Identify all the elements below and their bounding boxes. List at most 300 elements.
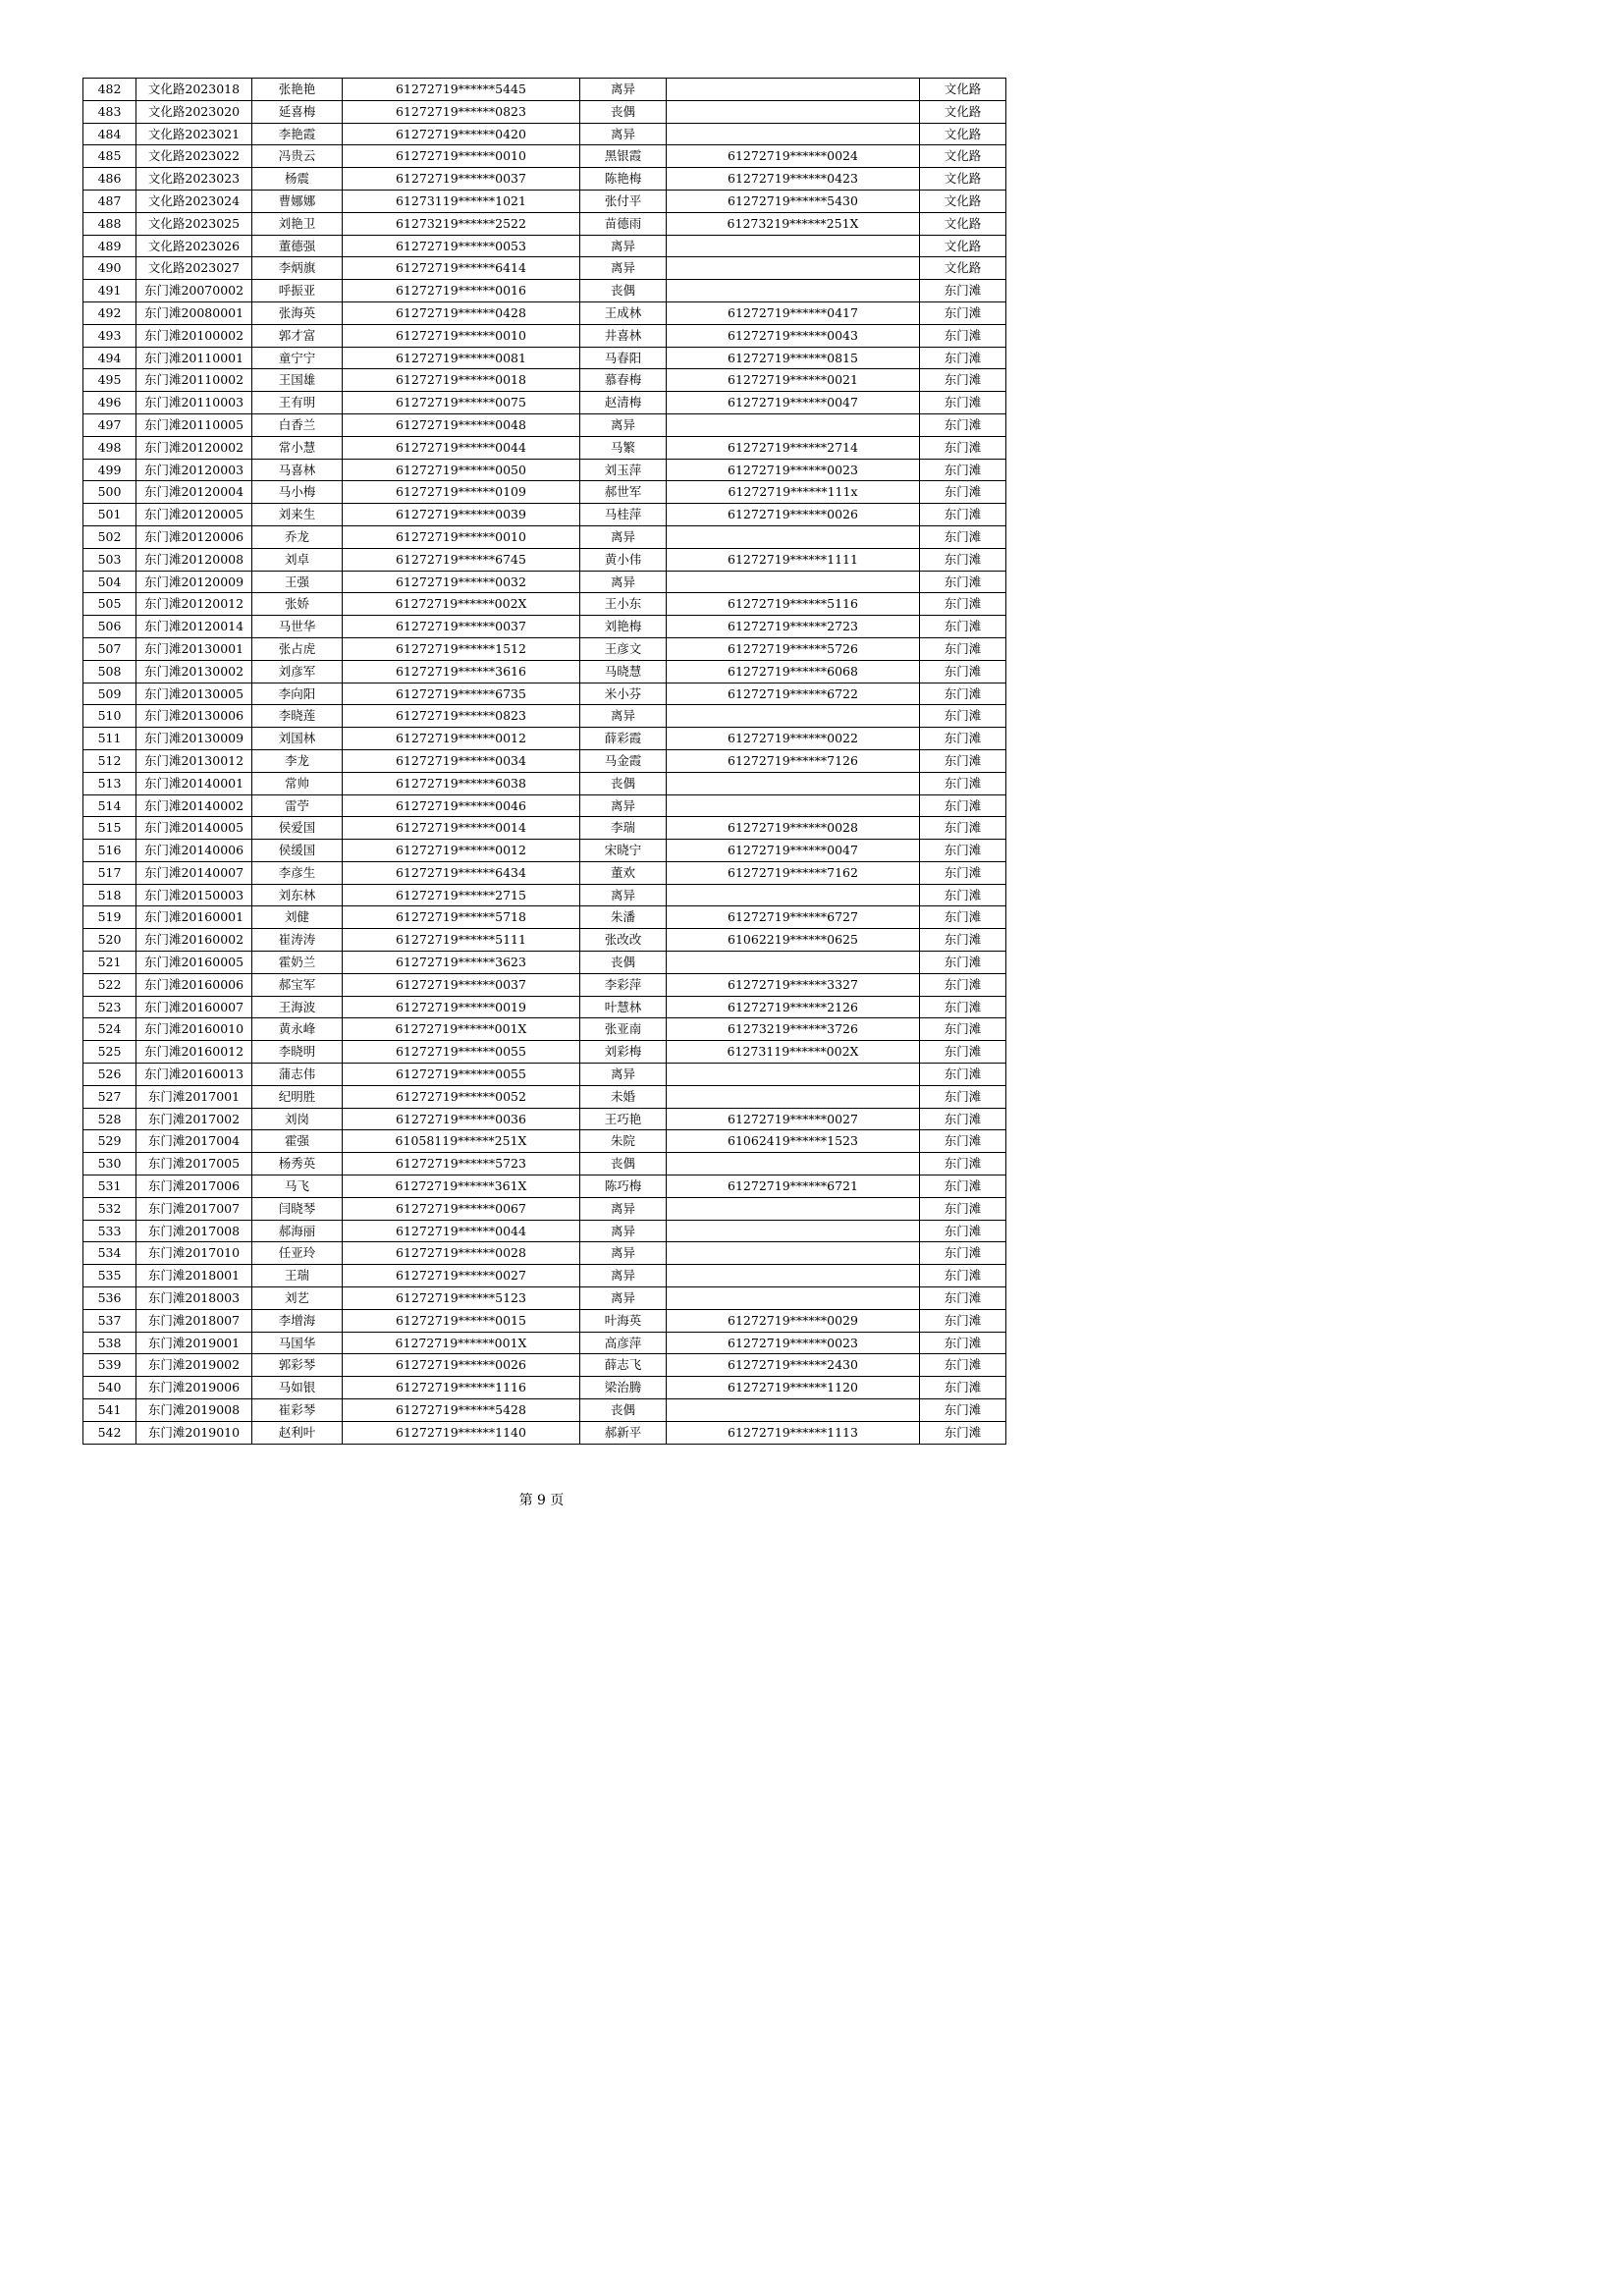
name-cell: 李晓莲 xyxy=(252,705,343,728)
community-cell: 东门滩 xyxy=(920,1108,1006,1130)
id-number-cell: 61272719******0055 xyxy=(343,1041,580,1064)
row-index-cell: 501 xyxy=(83,504,136,526)
table-row xyxy=(83,1175,1006,1198)
name-cell: 王海波 xyxy=(252,996,343,1018)
id-number-cell: 61272719******0075 xyxy=(343,392,580,414)
spouse-id-cell: 61272719******0023 xyxy=(667,1332,920,1354)
records-table xyxy=(82,78,1006,1445)
household-id-cell: 文化路2023020 xyxy=(136,100,252,123)
spouse-or-status-cell: 离异 xyxy=(580,1265,667,1287)
row-index-cell: 527 xyxy=(83,1085,136,1108)
spouse-or-status-cell: 未婚 xyxy=(580,1085,667,1108)
community-cell: 东门滩 xyxy=(920,660,1006,683)
spouse-or-status-cell: 马桂萍 xyxy=(580,504,667,526)
spouse-or-status-cell: 张付平 xyxy=(580,190,667,212)
spouse-id-cell xyxy=(667,1287,920,1310)
spouse-id-cell xyxy=(667,280,920,302)
table-row xyxy=(83,1399,1006,1422)
name-cell: 王瑞 xyxy=(252,1265,343,1287)
id-number-cell: 61272719******0012 xyxy=(343,728,580,750)
spouse-or-status-cell: 离异 xyxy=(580,1242,667,1265)
household-id-cell: 东门滩20160006 xyxy=(136,973,252,996)
community-cell: 东门滩 xyxy=(920,1421,1006,1444)
household-id-cell: 东门滩20160001 xyxy=(136,906,252,929)
spouse-id-cell: 61272719******0815 xyxy=(667,347,920,369)
name-cell: 曹娜娜 xyxy=(252,190,343,212)
spouse-or-status-cell: 黑银霞 xyxy=(580,145,667,168)
spouse-or-status-cell: 慕春梅 xyxy=(580,369,667,392)
row-index-cell: 483 xyxy=(83,100,136,123)
table-row xyxy=(83,123,1006,145)
household-id-cell: 东门滩20120012 xyxy=(136,593,252,616)
spouse-id-cell: 61272719******1111 xyxy=(667,548,920,571)
id-number-cell: 61272719******0010 xyxy=(343,324,580,347)
community-cell: 东门滩 xyxy=(920,1377,1006,1399)
id-number-cell: 61272719******0012 xyxy=(343,840,580,862)
household-id-cell: 文化路2023027 xyxy=(136,257,252,280)
household-id-cell: 东门滩20110005 xyxy=(136,413,252,436)
id-number-cell: 61272719******0037 xyxy=(343,616,580,638)
row-index-cell: 509 xyxy=(83,683,136,705)
spouse-or-status-cell: 王彦文 xyxy=(580,637,667,660)
community-cell: 东门滩 xyxy=(920,1220,1006,1242)
row-index-cell: 494 xyxy=(83,347,136,369)
spouse-id-cell: 61272719******2714 xyxy=(667,436,920,459)
household-id-cell: 东门滩20130002 xyxy=(136,660,252,683)
community-cell: 东门滩 xyxy=(920,1354,1006,1377)
spouse-or-status-cell: 薛彩霞 xyxy=(580,728,667,750)
table-row xyxy=(83,683,1006,705)
household-id-cell: 东门滩20130012 xyxy=(136,749,252,772)
name-cell: 白香兰 xyxy=(252,413,343,436)
spouse-or-status-cell: 叶慧林 xyxy=(580,996,667,1018)
id-number-cell: 61058119******251X xyxy=(343,1130,580,1153)
household-id-cell: 东门滩20120014 xyxy=(136,616,252,638)
spouse-or-status-cell: 郝世军 xyxy=(580,481,667,504)
spouse-id-cell xyxy=(667,1153,920,1175)
table-row xyxy=(83,660,1006,683)
spouse-id-cell: 61273219******251X xyxy=(667,212,920,235)
row-index-cell: 487 xyxy=(83,190,136,212)
id-number-cell: 61272719******0027 xyxy=(343,1265,580,1287)
id-number-cell: 61272719******0014 xyxy=(343,817,580,840)
id-number-cell: 61272719******0019 xyxy=(343,996,580,1018)
spouse-id-cell: 61272719******0417 xyxy=(667,301,920,324)
community-cell: 东门滩 xyxy=(920,392,1006,414)
name-cell: 马小梅 xyxy=(252,481,343,504)
community-cell: 东门滩 xyxy=(920,369,1006,392)
spouse-id-cell: 61272719******111x xyxy=(667,481,920,504)
household-id-cell: 东门滩20110003 xyxy=(136,392,252,414)
row-index-cell: 508 xyxy=(83,660,136,683)
spouse-or-status-cell: 陈巧梅 xyxy=(580,1175,667,1198)
table-row xyxy=(83,817,1006,840)
spouse-id-cell xyxy=(667,1265,920,1287)
spouse-or-status-cell: 张亚南 xyxy=(580,1018,667,1041)
household-id-cell: 东门滩2018003 xyxy=(136,1287,252,1310)
id-number-cell: 61272719******0067 xyxy=(343,1197,580,1220)
spouse-id-cell: 61272719******6722 xyxy=(667,683,920,705)
row-index-cell: 482 xyxy=(83,79,136,101)
spouse-id-cell: 61272719******0022 xyxy=(667,728,920,750)
table-row xyxy=(83,235,1006,257)
table-row xyxy=(83,929,1006,952)
name-cell: 崔彩琴 xyxy=(252,1399,343,1422)
name-cell: 刘艳卫 xyxy=(252,212,343,235)
spouse-id-cell: 61272719******0021 xyxy=(667,369,920,392)
household-id-cell: 东门滩2019002 xyxy=(136,1354,252,1377)
spouse-or-status-cell: 丧偶 xyxy=(580,1399,667,1422)
row-index-cell: 514 xyxy=(83,794,136,817)
household-id-cell: 文化路2023024 xyxy=(136,190,252,212)
name-cell: 延喜梅 xyxy=(252,100,343,123)
row-index-cell: 503 xyxy=(83,548,136,571)
household-id-cell: 东门滩20070002 xyxy=(136,280,252,302)
community-cell: 东门滩 xyxy=(920,1018,1006,1041)
table-row xyxy=(83,1220,1006,1242)
id-number-cell: 61272719******0037 xyxy=(343,973,580,996)
table-row xyxy=(83,772,1006,794)
name-cell: 马如银 xyxy=(252,1377,343,1399)
spouse-or-status-cell: 宋晓宁 xyxy=(580,840,667,862)
row-index-cell: 518 xyxy=(83,884,136,906)
id-number-cell: 61272719******0052 xyxy=(343,1085,580,1108)
table-row xyxy=(83,145,1006,168)
table-row xyxy=(83,392,1006,414)
household-id-cell: 文化路2023026 xyxy=(136,235,252,257)
id-number-cell: 61272719******0109 xyxy=(343,481,580,504)
row-index-cell: 530 xyxy=(83,1153,136,1175)
community-cell: 东门滩 xyxy=(920,683,1006,705)
spouse-or-status-cell: 刘艳梅 xyxy=(580,616,667,638)
spouse-id-cell: 61272719******5430 xyxy=(667,190,920,212)
name-cell: 闫晓琴 xyxy=(252,1197,343,1220)
row-index-cell: 499 xyxy=(83,459,136,481)
table-row xyxy=(83,593,1006,616)
row-index-cell: 539 xyxy=(83,1354,136,1377)
row-index-cell: 510 xyxy=(83,705,136,728)
id-number-cell: 61272719******5428 xyxy=(343,1399,580,1422)
id-number-cell: 61272719******5718 xyxy=(343,906,580,929)
name-cell: 李艳霞 xyxy=(252,123,343,145)
table-row xyxy=(83,616,1006,638)
id-number-cell: 61272719******0823 xyxy=(343,705,580,728)
id-number-cell: 61272719******1512 xyxy=(343,637,580,660)
community-cell: 东门滩 xyxy=(920,772,1006,794)
spouse-id-cell xyxy=(667,952,920,974)
name-cell: 刘岗 xyxy=(252,1108,343,1130)
spouse-or-status-cell: 王小东 xyxy=(580,593,667,616)
name-cell: 张娇 xyxy=(252,593,343,616)
household-id-cell: 东门滩20160005 xyxy=(136,952,252,974)
spouse-id-cell xyxy=(667,1399,920,1422)
spouse-or-status-cell: 离异 xyxy=(580,1220,667,1242)
spouse-id-cell: 61272719******0023 xyxy=(667,459,920,481)
id-number-cell: 61272719******5111 xyxy=(343,929,580,952)
community-cell: 东门滩 xyxy=(920,1175,1006,1198)
community-cell: 东门滩 xyxy=(920,1153,1006,1175)
spouse-or-status-cell: 马繁 xyxy=(580,436,667,459)
table-row xyxy=(83,168,1006,191)
table-row xyxy=(83,1085,1006,1108)
id-number-cell: 61272719******5445 xyxy=(343,79,580,101)
spouse-or-status-cell: 朱院 xyxy=(580,1130,667,1153)
table-row xyxy=(83,1242,1006,1265)
row-index-cell: 504 xyxy=(83,571,136,593)
community-cell: 文化路 xyxy=(920,145,1006,168)
table-row xyxy=(83,840,1006,862)
table-row xyxy=(83,1153,1006,1175)
row-index-cell: 534 xyxy=(83,1242,136,1265)
row-index-cell: 538 xyxy=(83,1332,136,1354)
community-cell: 东门滩 xyxy=(920,1064,1006,1086)
name-cell: 童宁宁 xyxy=(252,347,343,369)
community-cell: 东门滩 xyxy=(920,1130,1006,1153)
spouse-id-cell: 61272719******0026 xyxy=(667,504,920,526)
household-id-cell: 东门滩20140006 xyxy=(136,840,252,862)
name-cell: 郭彩琴 xyxy=(252,1354,343,1377)
table-row xyxy=(83,906,1006,929)
name-cell: 常小慧 xyxy=(252,436,343,459)
id-number-cell: 61272719******0010 xyxy=(343,525,580,548)
community-cell: 东门滩 xyxy=(920,280,1006,302)
name-cell: 刘卓 xyxy=(252,548,343,571)
id-number-cell: 61272719******0028 xyxy=(343,1242,580,1265)
table-row xyxy=(83,1377,1006,1399)
id-number-cell: 61272719******0026 xyxy=(343,1354,580,1377)
id-number-cell: 61272719******001X xyxy=(343,1018,580,1041)
row-index-cell: 519 xyxy=(83,906,136,929)
table-row xyxy=(83,257,1006,280)
spouse-id-cell: 61272719******2723 xyxy=(667,616,920,638)
spouse-id-cell: 61272719******0028 xyxy=(667,817,920,840)
household-id-cell: 文化路2023025 xyxy=(136,212,252,235)
spouse-id-cell xyxy=(667,413,920,436)
spouse-id-cell xyxy=(667,235,920,257)
spouse-id-cell: 61272719******7162 xyxy=(667,861,920,884)
spouse-or-status-cell: 丧偶 xyxy=(580,280,667,302)
spouse-or-status-cell: 郝新平 xyxy=(580,1421,667,1444)
table-row xyxy=(83,79,1006,101)
table-row xyxy=(83,548,1006,571)
table-row xyxy=(83,794,1006,817)
community-cell: 东门滩 xyxy=(920,728,1006,750)
name-cell: 侯缓国 xyxy=(252,840,343,862)
row-index-cell: 526 xyxy=(83,1064,136,1086)
row-index-cell: 541 xyxy=(83,1399,136,1422)
table-row xyxy=(83,413,1006,436)
spouse-id-cell xyxy=(667,1085,920,1108)
spouse-or-status-cell: 丧偶 xyxy=(580,772,667,794)
table-row xyxy=(83,212,1006,235)
spouse-or-status-cell: 井喜林 xyxy=(580,324,667,347)
page-number: 第 9 页 xyxy=(518,1493,565,1508)
table-row xyxy=(83,1332,1006,1354)
table-row xyxy=(83,481,1006,504)
id-number-cell: 61272719******0037 xyxy=(343,168,580,191)
name-cell: 王强 xyxy=(252,571,343,593)
row-index-cell: 537 xyxy=(83,1309,136,1332)
row-index-cell: 498 xyxy=(83,436,136,459)
row-index-cell: 532 xyxy=(83,1197,136,1220)
table-row xyxy=(83,884,1006,906)
id-number-cell: 61272719******0032 xyxy=(343,571,580,593)
community-cell: 东门滩 xyxy=(920,840,1006,862)
id-number-cell: 61272719******0081 xyxy=(343,347,580,369)
name-cell: 李炳旗 xyxy=(252,257,343,280)
community-cell: 文化路 xyxy=(920,168,1006,191)
household-id-cell: 东门滩20100002 xyxy=(136,324,252,347)
id-number-cell: 61272719******002X xyxy=(343,593,580,616)
id-number-cell: 61272719******001X xyxy=(343,1332,580,1354)
community-cell: 东门滩 xyxy=(920,973,1006,996)
id-number-cell: 61272719******6414 xyxy=(343,257,580,280)
household-id-cell: 东门滩20110001 xyxy=(136,347,252,369)
name-cell: 赵利叶 xyxy=(252,1421,343,1444)
spouse-or-status-cell: 王巧艳 xyxy=(580,1108,667,1130)
household-id-cell: 东门滩20140007 xyxy=(136,861,252,884)
community-cell: 东门滩 xyxy=(920,301,1006,324)
spouse-id-cell: 61272719******1120 xyxy=(667,1377,920,1399)
name-cell: 李增海 xyxy=(252,1309,343,1332)
community-cell: 东门滩 xyxy=(920,1197,1006,1220)
row-index-cell: 533 xyxy=(83,1220,136,1242)
spouse-id-cell xyxy=(667,772,920,794)
spouse-or-status-cell: 离异 xyxy=(580,123,667,145)
row-index-cell: 512 xyxy=(83,749,136,772)
community-cell: 东门滩 xyxy=(920,1399,1006,1422)
row-index-cell: 505 xyxy=(83,593,136,616)
household-id-cell: 东门滩2017002 xyxy=(136,1108,252,1130)
id-number-cell: 61272719******6745 xyxy=(343,548,580,571)
spouse-or-status-cell: 米小芬 xyxy=(580,683,667,705)
household-id-cell: 东门滩20130009 xyxy=(136,728,252,750)
name-cell: 郭才富 xyxy=(252,324,343,347)
spouse-id-cell: 61272719******5726 xyxy=(667,637,920,660)
household-id-cell: 东门滩20160010 xyxy=(136,1018,252,1041)
row-index-cell: 520 xyxy=(83,929,136,952)
household-id-cell: 东门滩2019001 xyxy=(136,1332,252,1354)
table-row xyxy=(83,347,1006,369)
community-cell: 文化路 xyxy=(920,190,1006,212)
household-id-cell: 东门滩20120008 xyxy=(136,548,252,571)
household-id-cell: 东门滩2017008 xyxy=(136,1220,252,1242)
table-row xyxy=(83,369,1006,392)
community-cell: 文化路 xyxy=(920,235,1006,257)
household-id-cell: 东门滩20160012 xyxy=(136,1041,252,1064)
id-number-cell: 61272719******6434 xyxy=(343,861,580,884)
spouse-or-status-cell: 马晓慧 xyxy=(580,660,667,683)
household-id-cell: 文化路2023018 xyxy=(136,79,252,101)
name-cell: 冯贵云 xyxy=(252,145,343,168)
id-number-cell: 61272719******0018 xyxy=(343,369,580,392)
name-cell: 杨秀英 xyxy=(252,1153,343,1175)
name-cell: 霍奶兰 xyxy=(252,952,343,974)
id-number-cell: 61272719******0046 xyxy=(343,794,580,817)
id-number-cell: 61272719******5723 xyxy=(343,1153,580,1175)
name-cell: 郝宝军 xyxy=(252,973,343,996)
table-row xyxy=(83,996,1006,1018)
spouse-id-cell xyxy=(667,79,920,101)
row-index-cell: 493 xyxy=(83,324,136,347)
name-cell: 刘彦军 xyxy=(252,660,343,683)
household-id-cell: 东门滩2018007 xyxy=(136,1309,252,1332)
row-index-cell: 496 xyxy=(83,392,136,414)
spouse-id-cell xyxy=(667,257,920,280)
name-cell: 刘来生 xyxy=(252,504,343,526)
community-cell: 东门滩 xyxy=(920,1085,1006,1108)
id-number-cell: 61272719******5123 xyxy=(343,1287,580,1310)
household-id-cell: 东门滩20160002 xyxy=(136,929,252,952)
spouse-id-cell xyxy=(667,1220,920,1242)
community-cell: 东门滩 xyxy=(920,616,1006,638)
household-id-cell: 东门滩20120006 xyxy=(136,525,252,548)
community-cell: 东门滩 xyxy=(920,705,1006,728)
id-number-cell: 61272719******3623 xyxy=(343,952,580,974)
table-row xyxy=(83,324,1006,347)
spouse-or-status-cell: 丧偶 xyxy=(580,1153,667,1175)
community-cell: 文化路 xyxy=(920,79,1006,101)
spouse-or-status-cell: 薛志飞 xyxy=(580,1354,667,1377)
row-index-cell: 536 xyxy=(83,1287,136,1310)
household-id-cell: 东门滩20120003 xyxy=(136,459,252,481)
row-index-cell: 513 xyxy=(83,772,136,794)
spouse-id-cell: 61272719******0423 xyxy=(667,168,920,191)
spouse-id-cell: 61272719******1113 xyxy=(667,1421,920,1444)
household-id-cell: 东门滩20120009 xyxy=(136,571,252,593)
row-index-cell: 529 xyxy=(83,1130,136,1153)
household-id-cell: 东门滩20120005 xyxy=(136,504,252,526)
id-number-cell: 61272719******0428 xyxy=(343,301,580,324)
spouse-id-cell: 61272719******7126 xyxy=(667,749,920,772)
id-number-cell: 61272719******0053 xyxy=(343,235,580,257)
name-cell: 王国雄 xyxy=(252,369,343,392)
community-cell: 东门滩 xyxy=(920,952,1006,974)
spouse-id-cell: 61062419******1523 xyxy=(667,1130,920,1153)
row-index-cell: 531 xyxy=(83,1175,136,1198)
row-index-cell: 502 xyxy=(83,525,136,548)
spouse-or-status-cell: 刘玉萍 xyxy=(580,459,667,481)
community-cell: 东门滩 xyxy=(920,571,1006,593)
spouse-or-status-cell: 离异 xyxy=(580,884,667,906)
row-index-cell: 486 xyxy=(83,168,136,191)
community-cell: 东门滩 xyxy=(920,413,1006,436)
table-row xyxy=(83,1041,1006,1064)
household-id-cell: 东门滩20130005 xyxy=(136,683,252,705)
spouse-id-cell xyxy=(667,1064,920,1086)
spouse-id-cell: 61272719******6727 xyxy=(667,906,920,929)
name-cell: 杨震 xyxy=(252,168,343,191)
id-number-cell: 61272719******0015 xyxy=(343,1309,580,1332)
name-cell: 侯爱国 xyxy=(252,817,343,840)
spouse-or-status-cell: 马金霞 xyxy=(580,749,667,772)
spouse-id-cell: 61272719******0024 xyxy=(667,145,920,168)
id-number-cell: 61272719******0016 xyxy=(343,280,580,302)
id-number-cell: 61272719******0036 xyxy=(343,1108,580,1130)
spouse-id-cell: 61272719******2126 xyxy=(667,996,920,1018)
spouse-or-status-cell: 离异 xyxy=(580,571,667,593)
name-cell: 蒲志伟 xyxy=(252,1064,343,1086)
row-index-cell: 488 xyxy=(83,212,136,235)
spouse-or-status-cell: 丧偶 xyxy=(580,100,667,123)
community-cell: 东门滩 xyxy=(920,929,1006,952)
spouse-or-status-cell: 离异 xyxy=(580,257,667,280)
spouse-id-cell: 61272719******0027 xyxy=(667,1108,920,1130)
community-cell: 东门滩 xyxy=(920,324,1006,347)
row-index-cell: 522 xyxy=(83,973,136,996)
id-number-cell: 61272719******6735 xyxy=(343,683,580,705)
table-row xyxy=(83,637,1006,660)
